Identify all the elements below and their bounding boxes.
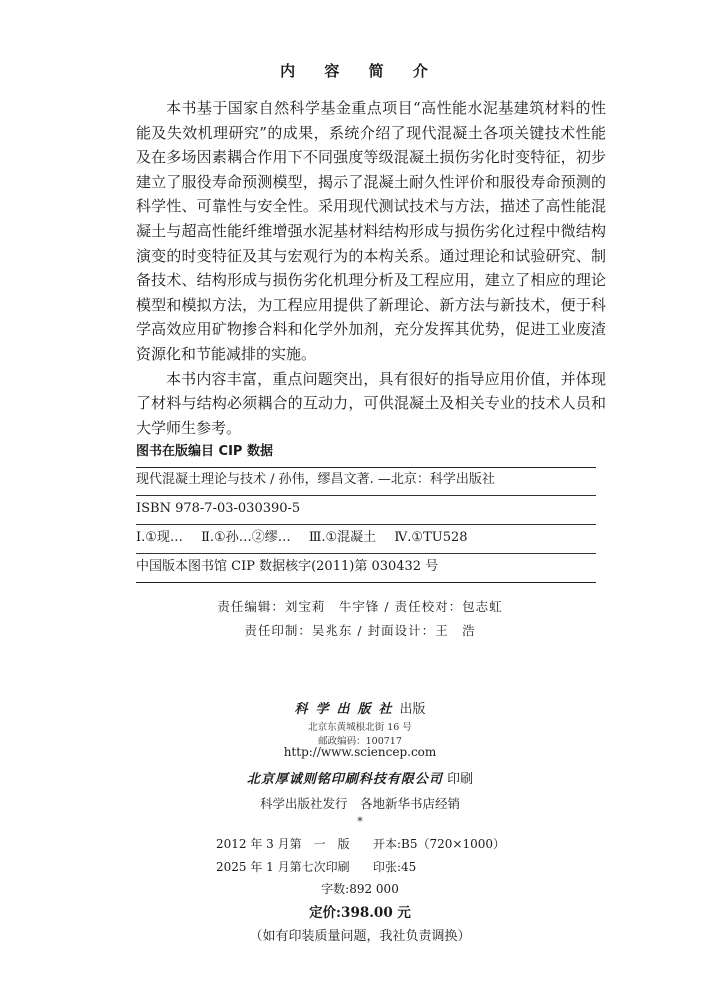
cip-book-line: 现代混凝土理论与技术 / 孙伟，缪昌文著. —北京：科学出版社 bbox=[136, 466, 596, 496]
cip-isbn: ISBN 978-7-03-030390-5 bbox=[136, 495, 596, 525]
summary-paragraph-1: 本书基于国家自然科学基金重点项目“高性能水泥基建筑材料的性能及失效机理研究”的成果，系统介绍了现代混凝土各项关键技术性能及在多场因素耦合作用下不同强度等级混凝土损伤劣化时变特征，初步建立了服役寿命预测模型，揭示了混凝土耐久性评价和服役寿命预测的科学性、可靠性与安全性。采用现代测试技术与方法，描述了高性能混凝土与超高性能纤维增强水泥基材料结构形成与损伤劣化过程中微结构演变的时变特征及其与宏观行为的本构关系。通过理论和试验研究、制备技术、结构形成与损伤劣化机理分析及工程应用，建立了相应的理论模型和模拟方法，为工程应用提供了新理论、新方法与新技术，便于科学高效应用矿物掺合料和化学外加剂，充分发挥其优势，促进工业废渣资源化和节能减排的实施。 bbox=[136, 99, 606, 363]
printer-line bbox=[0, 768, 720, 787]
cip-class-2: Ⅱ.①孙…②缪… bbox=[201, 530, 291, 545]
credits-editors: 责任编辑：刘宝莉 牛宇锋 / 责任校对：包志虹 bbox=[217, 599, 503, 614]
separator-star: * bbox=[357, 815, 363, 828]
publisher-suffix: 出版 bbox=[399, 702, 426, 717]
summary-body bbox=[136, 96, 606, 440]
cip-class-1: Ⅰ.①现… bbox=[136, 530, 183, 545]
publisher-url: http://www.sciencep.com bbox=[283, 745, 437, 759]
print-sheets: 印张:45 bbox=[373, 860, 417, 874]
cip-class-3: Ⅲ.①混凝土 bbox=[308, 530, 377, 545]
summary-paragraph-2: 本书内容丰富，重点问题突出，具有很好的指导应用价值，并体现了材料与结构必须耦合的互动力，可供混凝土及相关专业的技术人员和大学师生参考。 bbox=[136, 369, 606, 437]
word-count: 字数:892 000 bbox=[321, 882, 399, 896]
edition-row-2 bbox=[216, 858, 416, 876]
cip-class-4: Ⅳ.①TU528 bbox=[394, 530, 468, 545]
publisher-address: 北京东黄城根北街 16 号 bbox=[308, 722, 412, 733]
cip-classification bbox=[136, 524, 596, 554]
book-price: 定价:398.00 元 bbox=[309, 905, 411, 921]
book-format: 开本:B5（720×1000） bbox=[373, 837, 505, 851]
publisher-name: 科学出版社 bbox=[294, 702, 400, 717]
publisher-line bbox=[0, 698, 720, 717]
cip-library-record: 中国版本图书馆 CIP 数据核字(2011)第 030432 号 bbox=[136, 553, 596, 583]
distribution-line: 科学出版社发行 各地新华书店经销 bbox=[259, 796, 460, 811]
summary-title: 内 容 简 介 bbox=[280, 62, 440, 80]
credits-production: 责任印制：吴兆东 / 封面设计：王 浩 bbox=[244, 623, 476, 638]
print-run: 2025 年 1 月第七次印刷 bbox=[216, 860, 350, 874]
printer-suffix: 印刷 bbox=[442, 772, 474, 787]
quality-notice: （如有印装质量问题，我社负责调换） bbox=[249, 929, 471, 944]
cip-header: 图书在版编目 CIP 数据 bbox=[136, 440, 596, 468]
publisher-postcode: 邮政编码：100717 bbox=[318, 736, 402, 747]
first-edition: 2012 年 3 月第 一 版 bbox=[216, 837, 350, 851]
printer-name: 北京厚诚则铭印刷科技有限公司 bbox=[246, 772, 443, 787]
edition-row-1 bbox=[216, 835, 505, 853]
